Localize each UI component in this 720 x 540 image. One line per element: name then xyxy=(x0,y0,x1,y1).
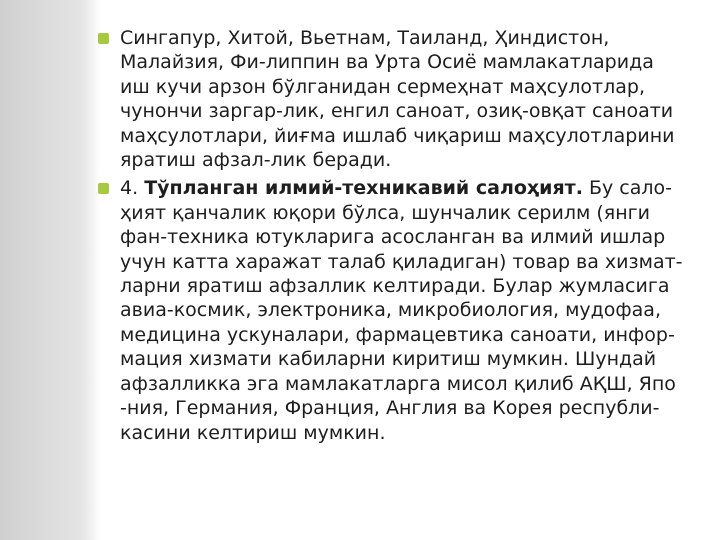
text-line: -ния, Германия, Франция, Англия ва Корея республи- xyxy=(120,397,660,420)
bullet-item-1 xyxy=(98,26,710,172)
item-text-start: Бу сало- xyxy=(588,177,673,200)
text-line: ларни яратиш афзаллик келтиради. Булар жумласига xyxy=(120,275,670,298)
slide-body xyxy=(98,26,710,449)
left-decorative-band xyxy=(0,0,80,540)
text-line: ҳият қанчалик юқори бўлса, шунчалик серилм (янги xyxy=(120,201,650,224)
square-bullet-icon xyxy=(98,183,109,194)
text-line: чунончи заргар-лик, енгил саноат, озиқ-овқат саноати xyxy=(120,100,674,123)
item-heading: Тўпланган илмий-техникавий салоҳият. xyxy=(144,177,583,200)
bullet-item-2 xyxy=(98,176,710,444)
square-bullet-icon xyxy=(98,33,109,44)
text-line: Сингапур, Хитой, Вьетнам, Таиланд, Ҳиндистон, xyxy=(120,27,610,49)
text-line: яратиш афзал-лик беради. xyxy=(120,149,392,172)
text-line: Малайзия, Фи-липпин ва Урта Осиё мамлакатларида xyxy=(120,51,654,74)
text-line: медицина ускуналари, фармацевтика саноати, инфор- xyxy=(120,323,675,346)
item-number: 4. xyxy=(120,177,139,200)
text-line-first xyxy=(120,176,710,200)
text-line: мация хизмати кабиларни киритиш мумкин. Шундай xyxy=(120,348,657,371)
text-line: иш кучи арзон бўлганидан сермеҳнат маҳсулотлар, xyxy=(120,75,646,98)
text-line: афзалликка эга мамлакатларга мисол қилиб АҚШ, Япо xyxy=(120,372,676,395)
text-line: фан-техника ютукларига асосланган ва илмий ишлар xyxy=(120,226,666,249)
text-line: учун катта харажат талаб қиладиган) товар ва хизмат- xyxy=(120,250,683,273)
left-band-gradient-edge xyxy=(80,0,100,540)
text-line: маҳсулотлари, йиғма ишлаб чиқариш маҳсулотларини xyxy=(120,124,675,147)
text-line: касини келтириш мумкин. xyxy=(120,421,386,444)
text-line: авиа-космик, электроника, микробиология, мудофаа, xyxy=(120,299,661,322)
